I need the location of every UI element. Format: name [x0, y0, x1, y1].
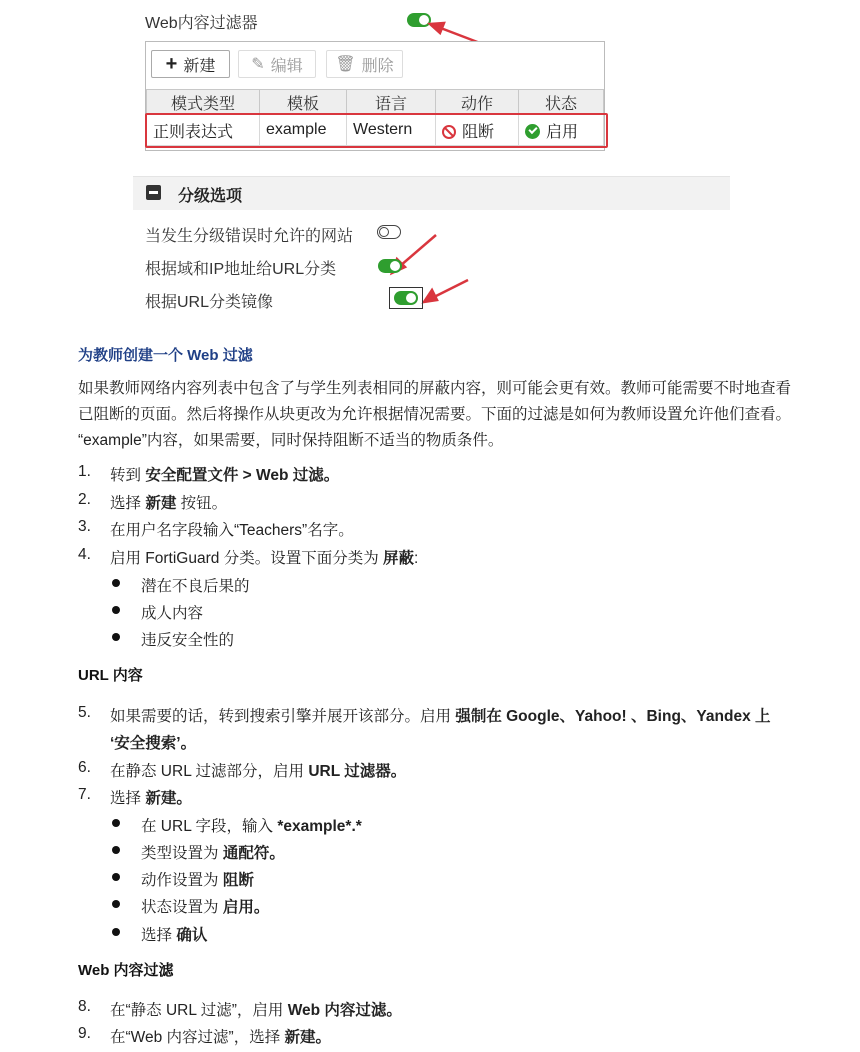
rate-images-by-url-toggle[interactable] [394, 291, 418, 305]
cell-language: Western [347, 115, 436, 146]
subheading-web-content: Web 内容过滤 [78, 962, 174, 979]
bullet-icon [112, 928, 120, 936]
allow-rating-error-toggle[interactable] [377, 225, 401, 239]
bullet-icon [112, 606, 120, 614]
pencil-icon: ✎ [251, 56, 265, 73]
section-heading: 为教师创建一个 Web 过滤 [78, 347, 253, 364]
bullet-icon [112, 633, 120, 641]
trash-icon: 🗑 [335, 56, 356, 73]
list-item: 4. 启用 FortiGuard 分类。设置下面分类为 屏蔽: [78, 546, 419, 567]
row-highlight-annotation [145, 113, 608, 148]
plus-icon: + [165, 53, 178, 75]
rating-option-label: 当发生分级错误时允许的网站 [145, 228, 354, 245]
web-content-filter-label: Web内容过滤器 [145, 15, 258, 32]
cell-status: 启用 [519, 115, 604, 146]
bullet-icon [112, 873, 120, 881]
col-header-pattern-type[interactable]: 模式类型 [147, 90, 260, 115]
bullet-icon [112, 819, 120, 827]
rate-by-domain-ip-toggle[interactable] [378, 259, 402, 273]
list-item: 违反安全性的 [141, 632, 235, 649]
list-item: 1. 转到 安全配置文件 > Web 过滤。 [78, 463, 340, 484]
list-item: 潜在不良后果的 [141, 578, 250, 595]
col-header-status[interactable]: 状态 [519, 90, 604, 115]
rating-option-label: 根据域和IP地址给URL分类 [145, 261, 337, 278]
list-item: 6. 在静态 URL 过滤部分，启用 URL 过滤器。 [78, 759, 407, 780]
list-item: 7. 选择 新建。 [78, 786, 192, 807]
list-item-continuation: ‘安全搜索’。 [110, 735, 197, 752]
new-button[interactable]: + 新建 [151, 50, 230, 78]
bullet-icon [112, 900, 120, 908]
list-item: 5. 如果需要的话，转到搜索引擎并展开该部分。启用 强制在 Google、Yahoo! 、Bing、Yandex 上 [78, 704, 771, 725]
subheading-url: URL 内容 [78, 667, 143, 684]
list-item: 3. 在用户名字段输入“Teachers”名字。 [78, 518, 354, 539]
col-header-language[interactable]: 语言 [347, 90, 436, 115]
rating-option-label: 根据URL分类镜像 [145, 294, 274, 311]
bullet-icon [112, 579, 120, 587]
list-item: 在 URL 字段，输入 *example*.* [141, 818, 362, 835]
list-item: 类型设置为 通配符。 [141, 845, 285, 862]
delete-button[interactable]: 🗑 删除 [326, 50, 403, 78]
list-item: 状态设置为 启用。 [141, 899, 270, 916]
col-header-pattern[interactable]: 模板 [260, 90, 347, 115]
list-item: 2. 选择 新建 按钮。 [78, 491, 228, 512]
cell-pattern: example [260, 115, 347, 146]
list-item: 8. 在“静态 URL 过滤”，启用 Web 内容过滤。 [78, 998, 402, 1019]
list-item: 选择 确认 [141, 927, 208, 944]
list-item: 动作设置为 阻断 [141, 872, 254, 889]
intro-paragraph: 如果教师网络内容列表中包含了与学生列表相同的屏蔽内容，则可能会更有效。教师可能需要不时地查看 已阻断的页面。然后将操作从块更改为允许根据情况需要。下面的过滤是如何为教师设置允许他们查看。 “example”内容，如果需要，同时保持阻断不适当的物质条件。 [78, 380, 792, 449]
rating-section-title: 分级选项 [178, 188, 243, 205]
col-header-action[interactable]: 动作 [436, 90, 519, 115]
edit-button[interactable]: ✎ 编辑 [238, 50, 316, 78]
cell-pattern-type: 正则表达式 [147, 115, 260, 146]
list-item: 成人内容 [141, 605, 204, 622]
collapse-icon[interactable] [146, 185, 161, 200]
list-item: 9. 在“Web 内容过滤”，选择 新建。 [78, 1025, 332, 1046]
cell-action: 阻断 [436, 115, 519, 146]
bullet-icon [112, 846, 120, 854]
